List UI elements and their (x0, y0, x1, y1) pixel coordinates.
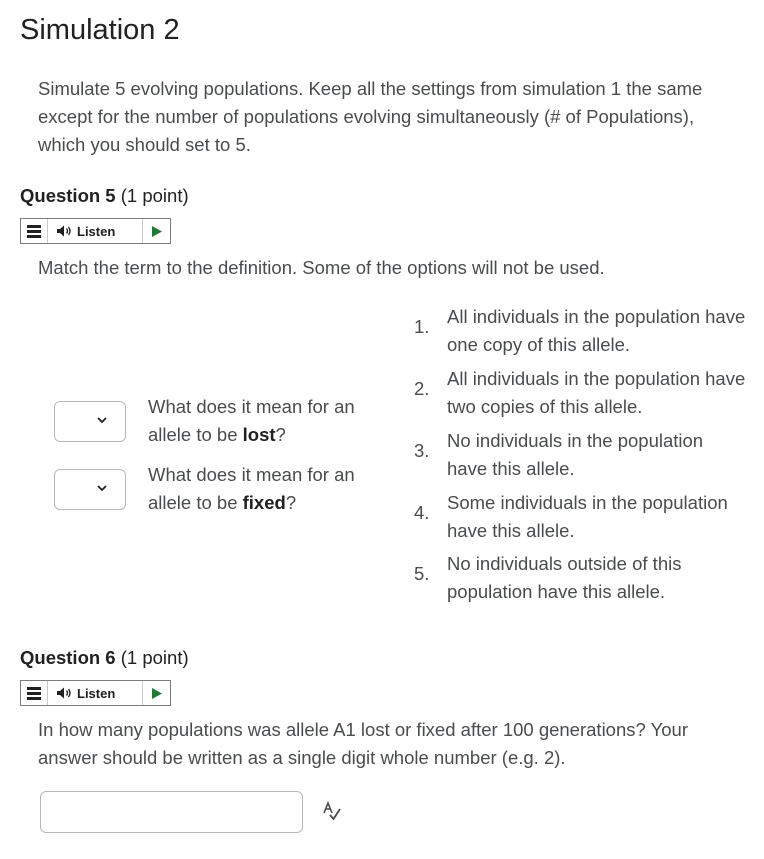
play-button[interactable] (143, 681, 170, 705)
definition-text: Some individuals in the population have this allele. (447, 492, 728, 541)
listen-button[interactable] (47, 681, 143, 705)
question-5-readspeaker-bar (20, 218, 171, 244)
definition-number: 3. (414, 440, 430, 461)
listen-label: Listen (77, 223, 116, 239)
definition-text: No individuals in the population have this allele. (447, 430, 704, 479)
question-5-heading (20, 185, 189, 207)
definition-number: 1. (414, 316, 430, 337)
chevron-down-icon (97, 484, 107, 492)
definition-number: 4. (414, 502, 430, 523)
question-5-label: Question 5 (20, 185, 116, 206)
chevron-down-icon (97, 416, 107, 424)
definition-text: No individuals outside of this population have this allele. (447, 553, 682, 602)
question-6-readspeaker-bar (20, 680, 171, 706)
section-intro: Simulate 5 evolving populations. Keep all the settings from simulation 1 the same except for the number of populations evolving simultaneously (# of Populations), which you should set to 5. (38, 78, 703, 155)
listen-label: Listen (77, 685, 116, 701)
menu-icon[interactable] (21, 219, 47, 243)
question-6-points: (1 point) (120, 647, 189, 668)
match-select-fixed[interactable] (54, 469, 126, 510)
match-select-lost[interactable] (54, 401, 126, 442)
spellcheck-icon[interactable] (321, 800, 343, 822)
definition-text: All individuals in the population have two copies of this allele. (447, 368, 746, 417)
question-5-points: (1 point) (120, 185, 189, 206)
play-icon (151, 225, 163, 238)
question-6-label: Question 6 (20, 647, 116, 668)
term-lost: What does it mean for an allele to be lost? (148, 396, 355, 445)
term-keyword: fixed (242, 492, 286, 513)
play-button[interactable] (143, 219, 170, 243)
speaker-icon (56, 686, 72, 700)
definition-number: 5. (414, 563, 430, 584)
listen-button[interactable] (47, 219, 143, 243)
speaker-icon (56, 224, 72, 238)
play-icon (151, 687, 163, 700)
question-5-prompt: Match the term to the definition. Some of the options will not be used. (38, 257, 605, 278)
menu-icon[interactable] (21, 681, 47, 705)
term-keyword: lost (242, 424, 276, 445)
definition-number: 2. (414, 378, 430, 399)
answer-input[interactable] (40, 791, 303, 833)
term-fixed: What does it mean for an allele to be fixed? (148, 464, 355, 513)
section-title: Simulation 2 (20, 14, 180, 46)
question-6-heading (20, 647, 189, 669)
definition-text: All individuals in the population have one copy of this allele. (447, 306, 746, 355)
question-6-prompt: In how many populations was allele A1 lost or fixed after 100 generations? Your answer should be written as a single digit whole number (e.g. 2). (38, 719, 688, 768)
